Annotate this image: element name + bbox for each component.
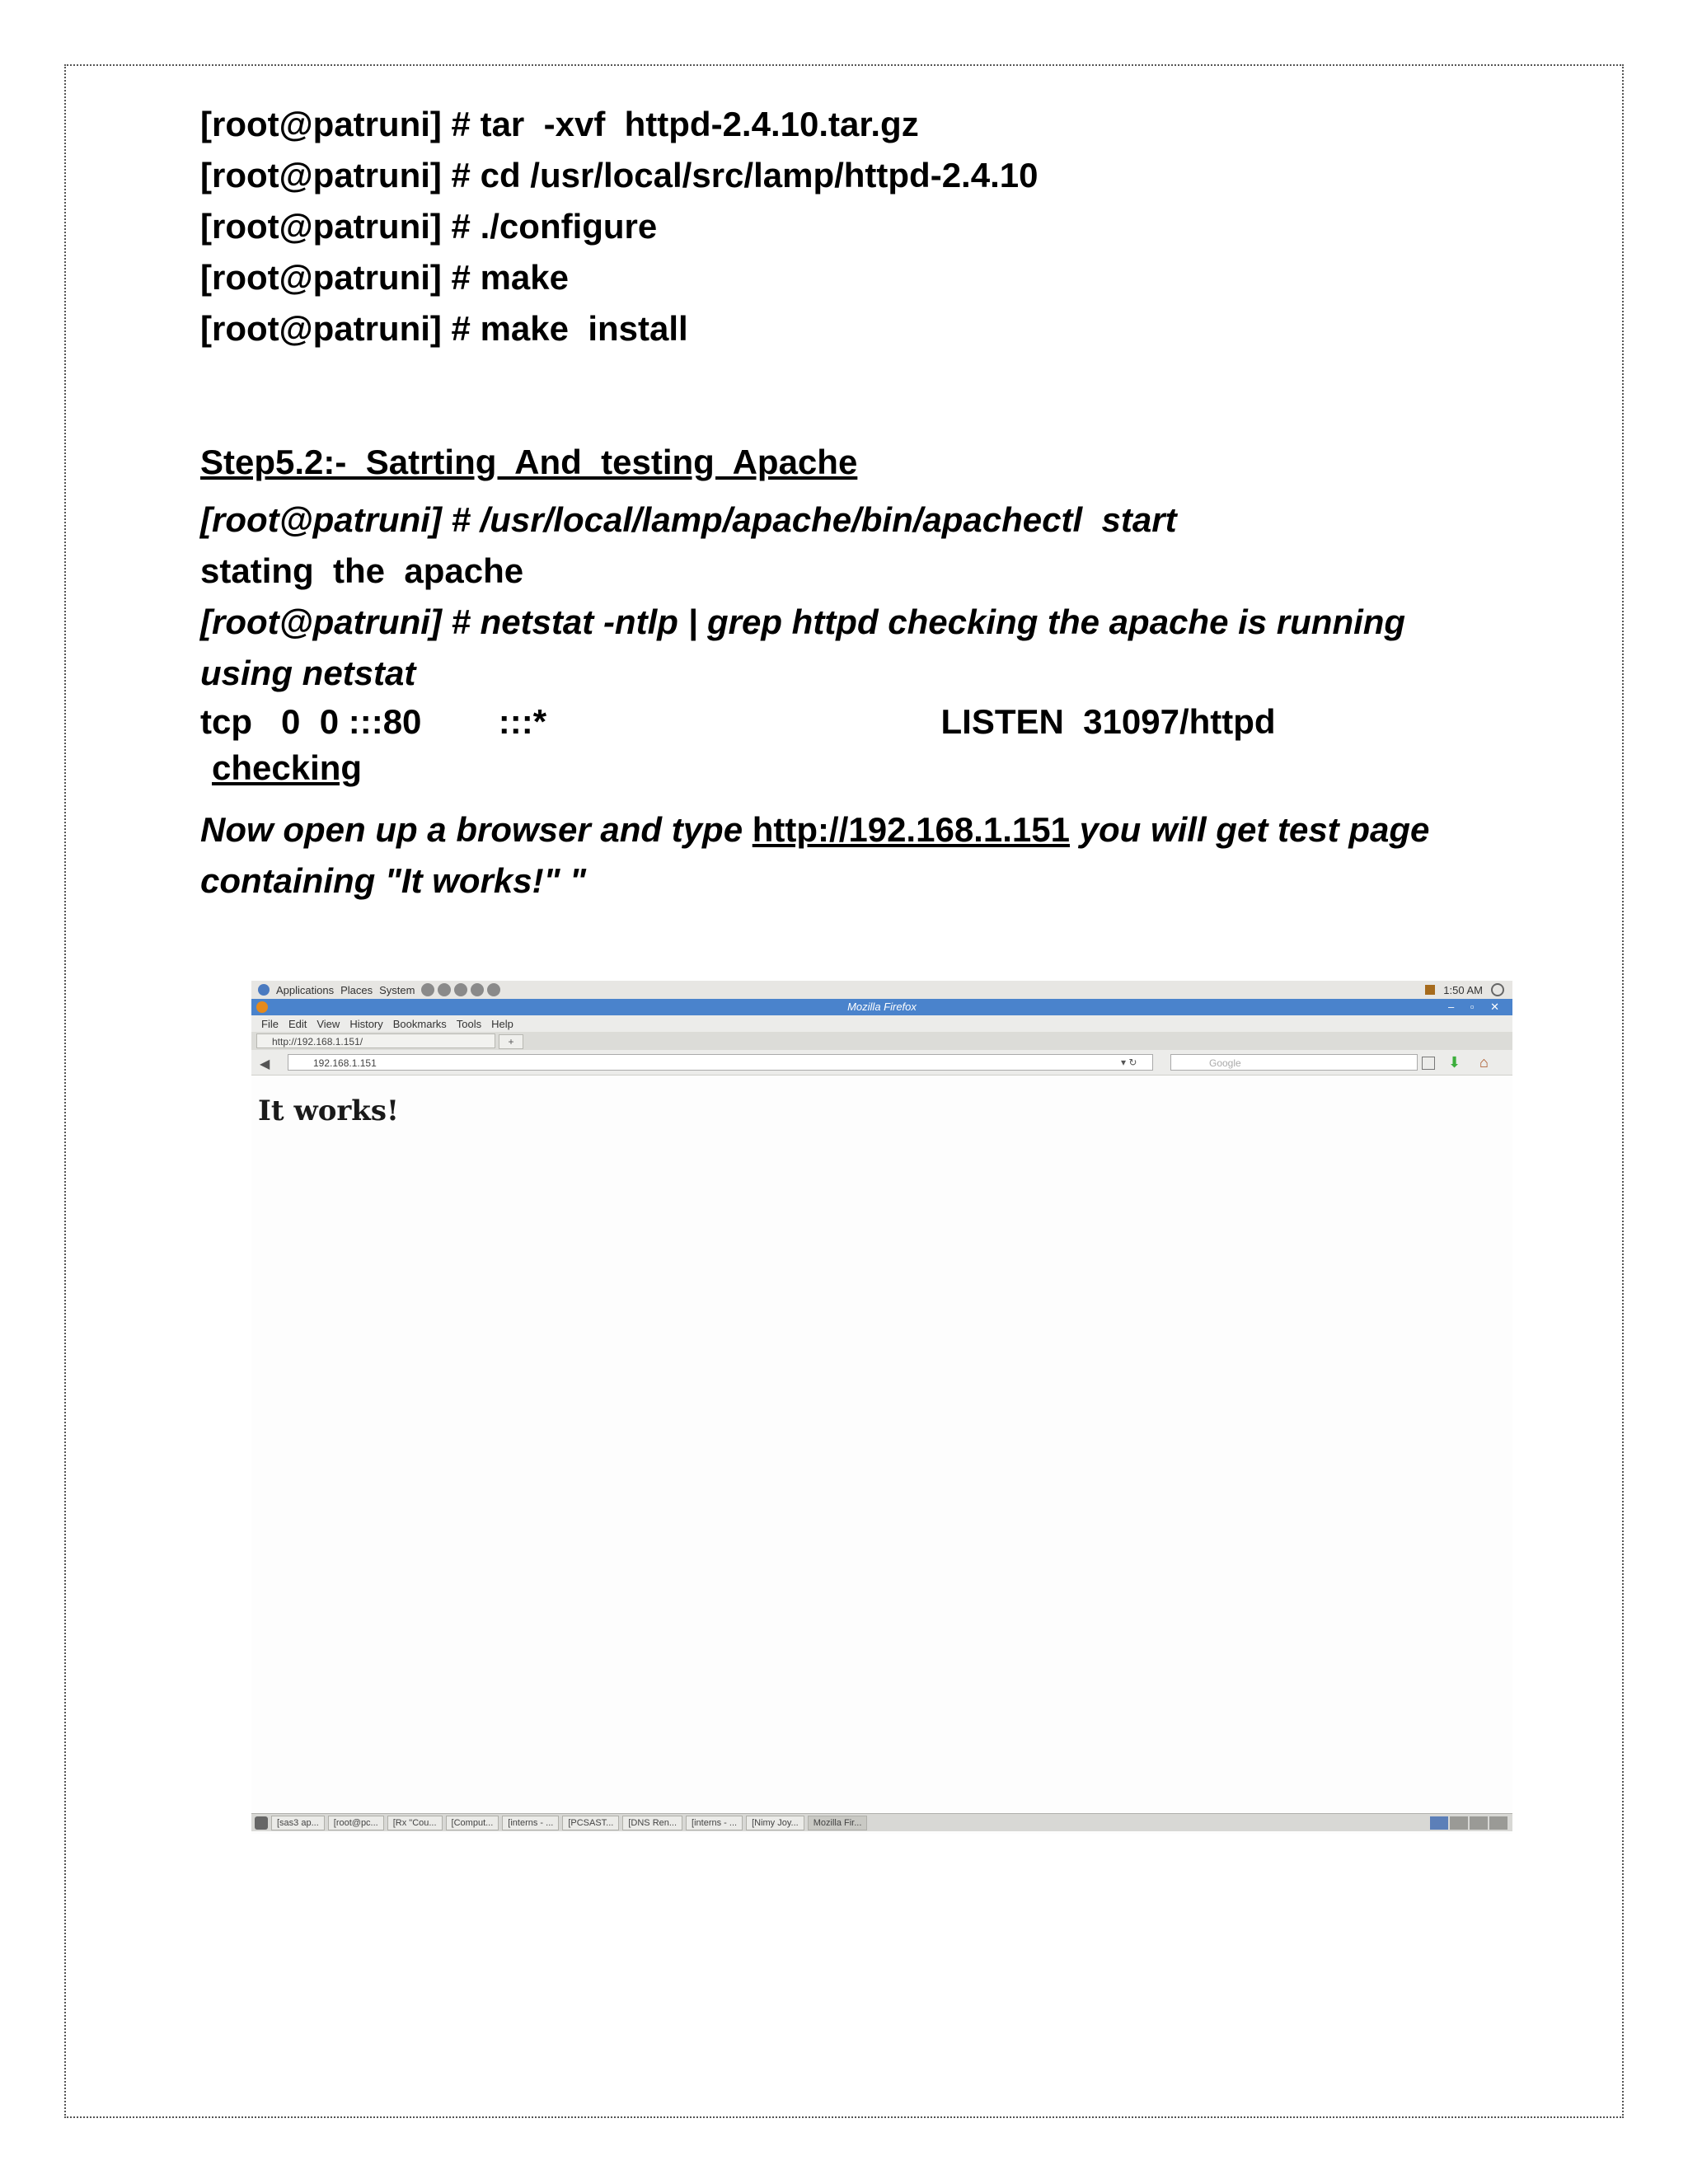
netstat-command: [root@patruni] # netstat -ntlp | grep httpd checking the apache is running using netstat	[200, 602, 1406, 692]
firefox-icon	[256, 1001, 268, 1013]
page-heading: It works!	[258, 1094, 399, 1127]
taskbar-item[interactable]: [PCSAST...	[562, 1816, 619, 1830]
start-command: [root@patruni] # /usr/local/lamp/apache/bin/apachectl start	[200, 500, 1177, 539]
browse-instruction	[200, 804, 1486, 907]
launcher-icon[interactable]	[454, 983, 467, 996]
taskbar-item[interactable]: [interns - ...	[502, 1816, 559, 1830]
command-line: [root@patruni] # ./configure	[200, 207, 658, 246]
navigation-toolbar	[251, 1050, 1512, 1076]
browse-prefix: Now open up a browser and type	[200, 810, 753, 849]
address-bar[interactable]: 192.168.1.151	[288, 1054, 1153, 1071]
gnome-top-panel	[251, 981, 1512, 999]
search-go-icon[interactable]	[1422, 1057, 1435, 1070]
gnome-taskbar	[251, 1813, 1512, 1831]
menu-places[interactable]: Places	[340, 983, 373, 996]
launcher-icon[interactable]	[421, 983, 434, 996]
netstat-output: tcp 0 0 :::80 :::* LISTEN 31097/httpd	[200, 702, 1276, 741]
taskbar-item[interactable]: [Rx "Cou...	[387, 1816, 443, 1830]
back-arrow-icon[interactable]: ◀	[260, 1057, 270, 1071]
launcher-icon[interactable]	[438, 983, 451, 996]
taskbar-item[interactable]: [sas3 ap...	[271, 1816, 325, 1830]
taskbar-item[interactable]: [Nimy Joy...	[746, 1816, 804, 1830]
workspace-3[interactable]	[1470, 1816, 1488, 1830]
taskbar-item[interactable]: [root@pc...	[328, 1816, 384, 1830]
step-heading: Step5.2:- Satrting And testing Apache	[200, 443, 858, 481]
new-tab-button[interactable]: +	[499, 1034, 523, 1049]
tab-strip	[251, 1032, 1512, 1050]
panel-clock[interactable]: 1:50 AM	[1443, 983, 1483, 996]
workspace-1[interactable]	[1430, 1816, 1448, 1830]
volume-icon[interactable]	[1425, 985, 1435, 995]
taskbar-item[interactable]: [DNS Ren...	[622, 1816, 682, 1830]
menu-file[interactable]: File	[261, 1017, 279, 1030]
window-title: Mozilla Firefox	[847, 1001, 917, 1013]
show-desktop-icon[interactable]	[255, 1816, 268, 1830]
menu-applications[interactable]: Applications	[276, 983, 335, 996]
gnome-foot-icon	[258, 984, 270, 996]
browser-screenshot	[251, 981, 1512, 1834]
checking-label: checking	[212, 748, 363, 787]
menu-history[interactable]: History	[349, 1017, 383, 1030]
menu-help[interactable]: Help	[491, 1017, 513, 1030]
document-body	[200, 99, 1486, 907]
home-icon[interactable]: ⌂	[1479, 1054, 1489, 1071]
browser-tab[interactable]: http://192.168.1.151/	[256, 1033, 495, 1048]
url-dropdown-icon[interactable]: ▾ ↻	[1121, 1057, 1137, 1068]
taskbar-item[interactable]: [Comput...	[446, 1816, 499, 1830]
command-line: [root@patruni] # make install	[200, 309, 688, 348]
menu-tools[interactable]: Tools	[456, 1017, 482, 1030]
launcher-icon[interactable]	[487, 983, 500, 996]
browse-suffix: you will get test page containing "It works!" "	[200, 810, 1430, 900]
command-line: [root@patruni] # make	[200, 258, 570, 297]
launcher-icon[interactable]	[471, 983, 484, 996]
menu-system[interactable]: System	[379, 983, 415, 996]
workspace-switcher[interactable]	[1430, 1816, 1507, 1830]
start-note: stating the apache	[200, 551, 524, 590]
menu-bar	[251, 1015, 1512, 1032]
menu-edit[interactable]: Edit	[288, 1017, 307, 1030]
taskbar-item[interactable]: [interns - ...	[686, 1816, 743, 1830]
window-controls[interactable]: – ▫ ✕	[1448, 1001, 1506, 1013]
workspace-2[interactable]	[1450, 1816, 1468, 1830]
window-titlebar	[251, 999, 1512, 1015]
taskbar-item-active[interactable]: Mozilla Fir...	[808, 1816, 868, 1830]
download-arrow-icon[interactable]: ⬇	[1448, 1054, 1461, 1071]
command-line: [root@patruni] # cd /usr/local/src/lamp/httpd-2.4.10	[200, 156, 1039, 194]
menu-bookmarks[interactable]: Bookmarks	[392, 1017, 447, 1030]
menu-view[interactable]: View	[316, 1017, 340, 1030]
command-line: [root@patruni] # tar -xvf httpd-2.4.10.tar.gz	[200, 105, 919, 143]
power-icon[interactable]	[1491, 983, 1504, 996]
workspace-4[interactable]	[1489, 1816, 1507, 1830]
test-url-link[interactable]: http://192.168.1.151	[752, 810, 1070, 849]
search-input[interactable]: Google	[1170, 1054, 1418, 1071]
